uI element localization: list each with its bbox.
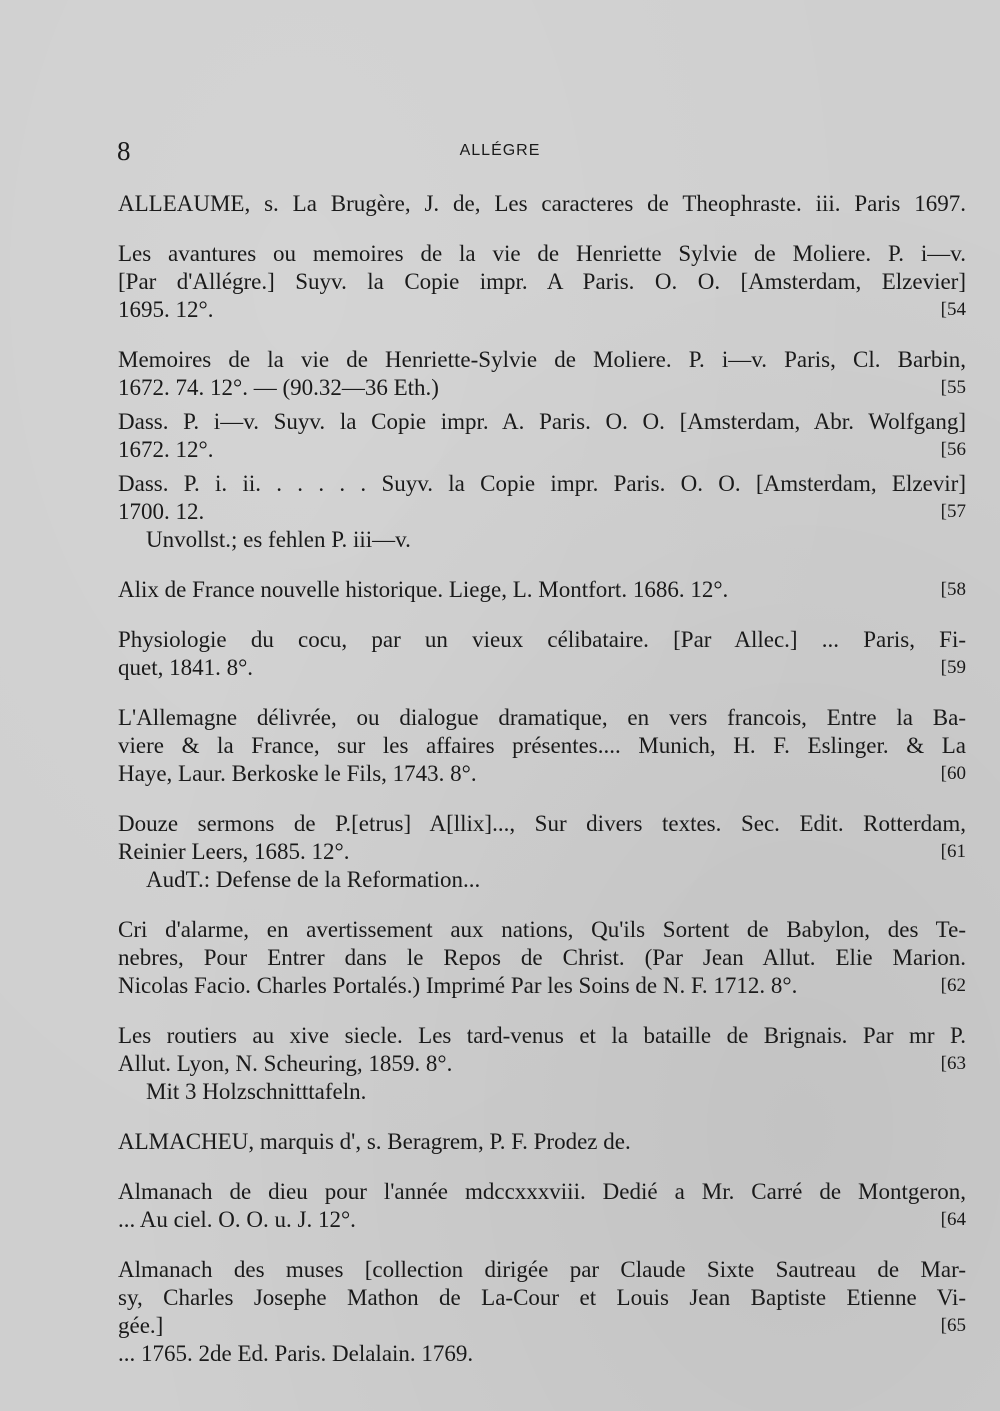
entry-line: 1700. 12.	[118, 499, 205, 524]
entry-number: [63	[940, 1053, 966, 1074]
bibliography-entry	[118, 1128, 966, 1156]
entry-note: Unvollst.; es fehlen P. iii—v.	[146, 527, 411, 552]
bibliography-entry	[118, 704, 966, 788]
entry-number: [58	[940, 579, 966, 600]
entry-line: Almanach de dieu pour l'année mdccxxxviii. Dedié a Mr. Carré de Montgeron,	[118, 1179, 966, 1204]
entry-line: Cri d'alarme, en avertissement aux nations, Qu'ils Sortent de Babylon, des Te-	[118, 917, 966, 942]
entry-line: Allut. Lyon, N. Scheuring, 1859. 8°.	[118, 1051, 453, 1076]
entry-line: Douze sermons de P.[etrus] A[llix]..., Sur divers textes. Sec. Edit. Rotterdam,	[118, 811, 966, 836]
entry-line: sy, Charles Josephe Mathon de La-Cour et Louis Jean Baptiste Etienne Vi-	[118, 1285, 966, 1310]
entry-line: ALLEAUME, s. La Brugère, J. de, Les caracteres de Theophraste. iii. Paris 1697.	[118, 191, 966, 216]
bibliography-entry	[118, 346, 966, 402]
entry-line: Memoires de la vie de Henriette-Sylvie de Moliere. P. i—v. Paris, Cl. Barbin,	[118, 347, 966, 372]
bibliography-entry	[118, 916, 966, 1000]
bibliography-entry	[118, 1256, 966, 1368]
bibliography-list	[118, 190, 966, 1390]
entry-line: gée.]	[118, 1313, 164, 1338]
entry-number: [56	[940, 439, 966, 460]
bibliography-entry	[118, 1022, 966, 1106]
entry-line: Les routiers au xive siecle. Les tard-venus et la bataille de Brignais. Par mr P.	[118, 1023, 966, 1048]
entry-number: [64	[940, 1209, 966, 1230]
entry-note: Mit 3 Holzschnitttafeln.	[146, 1079, 367, 1104]
entry-line: Haye, Laur. Berkoske le Fils, 1743. 8°.	[118, 761, 477, 786]
entry-number: [60	[940, 763, 966, 784]
entry-number: [54	[940, 299, 966, 320]
entry-line: Nicolas Facio. Charles Portalés.) Imprimé Par les Soins de N. F. 1712. 8°.	[118, 973, 798, 998]
entry-line: viere & la France, sur les affaires présentes.... Munich, H. F. Eslinger. & La	[118, 733, 966, 758]
entry-line: [Par d'Allégre.] Suyv. la Copie impr. A Paris. O. O. [Amsterdam, Elzevier]	[118, 269, 966, 294]
entry-number: [57	[940, 501, 966, 522]
entry-line: Dass. P. i. ii. . . . . . Suyv. la Copie impr. Paris. O. O. [Amsterdam, Elzevir]	[118, 471, 966, 496]
entry-line: ALMACHEU, marquis d', s. Beragrem, P. F. Prodez de.	[118, 1129, 631, 1154]
entry-line: Almanach des muses [collection dirigée par Claude Sixte Sautreau de Mar-	[118, 1257, 966, 1282]
bibliography-entry	[118, 190, 966, 218]
entry-line: 1695. 12°.	[118, 297, 214, 322]
entry-line: Les avantures ou memoires de la vie de Henriette Sylvie de Moliere. P. i—v.	[118, 241, 966, 266]
running-head: ALLÉGRE	[459, 142, 541, 159]
entry-line: Reinier Leers, 1685. 12°.	[118, 839, 350, 864]
entry-line: quet, 1841. 8°.	[118, 655, 254, 680]
bibliography-entry	[118, 240, 966, 324]
entry-number: [59	[940, 657, 966, 678]
entry-line: ... Au ciel. O. O. u. J. 12°.	[118, 1207, 356, 1232]
entry-line: Physiologie du cocu, par un vieux célibataire. [Par Allec.] ... Paris, Fi-	[118, 627, 966, 652]
bibliography-entry	[118, 470, 966, 554]
entry-line: 1672. 12°.	[118, 437, 214, 462]
bibliography-entry	[118, 810, 966, 894]
page-number: 8	[117, 136, 131, 166]
entry-line: Alix de France nouvelle historique. Liege, L. Montfort. 1686. 12°.	[118, 577, 729, 602]
entry-line: nebres, Pour Entrer dans le Repos de Christ. (Par Jean Allut. Elie Marion.	[118, 945, 966, 970]
entry-number: [55	[940, 377, 966, 398]
entry-line: Dass. P. i—v. Suyv. la Copie impr. A. Paris. O. O. [Amsterdam, Abr. Wolfgang]	[118, 409, 966, 434]
entry-number: [65	[940, 1315, 966, 1336]
bibliography-entry	[118, 576, 966, 604]
entry-line: L'Allemagne délivrée, ou dialogue dramatique, en vers francois, Entre la Ba-	[118, 705, 966, 730]
bibliography-entry	[118, 1178, 966, 1234]
bibliography-entry	[118, 626, 966, 682]
entry-note: AudT.: Defense de la Reformation...	[146, 867, 481, 892]
entry-number: [61	[940, 841, 966, 862]
entry-line: 1672. 74. 12°. — (90.32—36 Eth.)	[118, 375, 439, 400]
entry-note: ... 1765. 2de Ed. Paris. Delalain. 1769.	[118, 1341, 474, 1366]
bibliography-entry	[118, 408, 966, 464]
entry-number: [62	[940, 975, 966, 996]
